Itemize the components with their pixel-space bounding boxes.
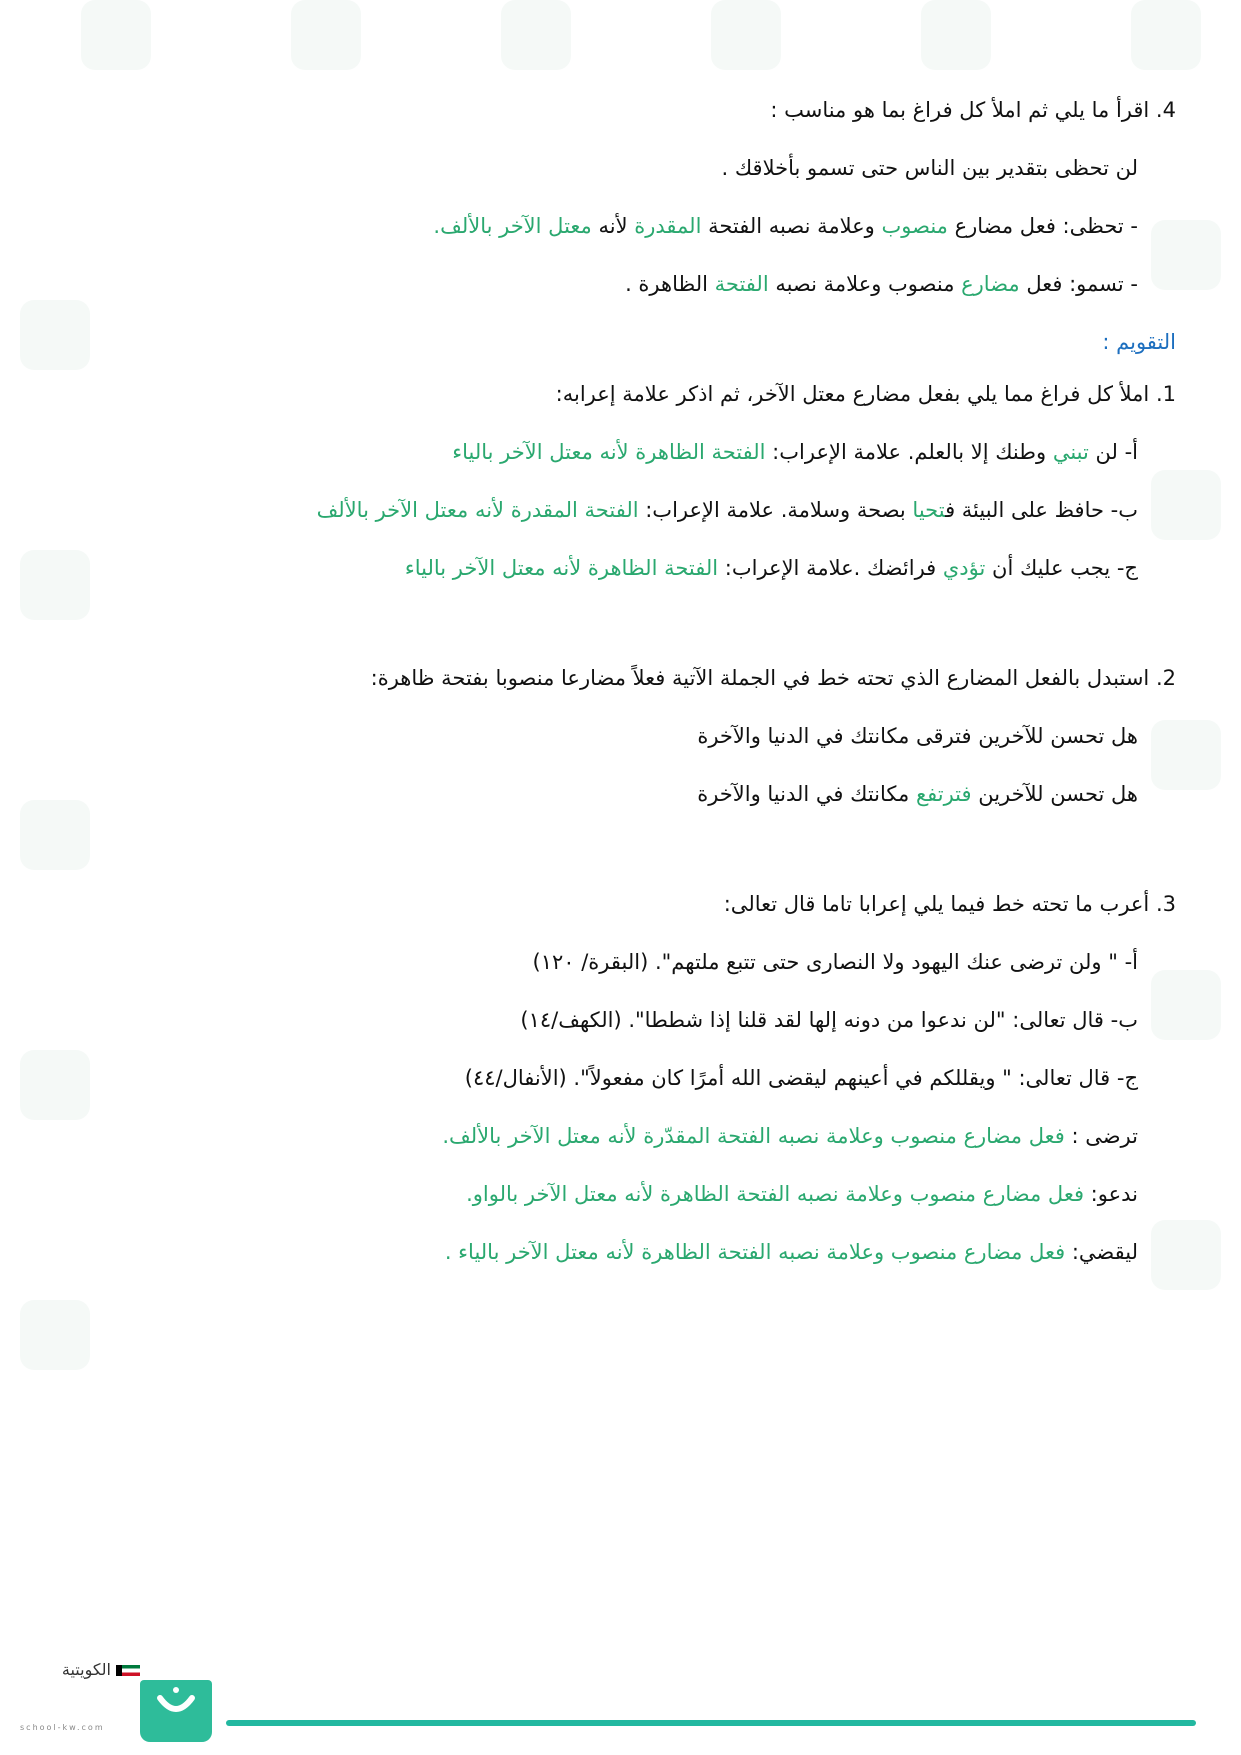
q3-item-a: أ- " ولن ترضى عنك اليهود ولا النصارى حتى تتبع ملتهم". (البقرة/ ١٢٠) bbox=[532, 950, 1138, 974]
q2-answer-sentence bbox=[76, 779, 1176, 809]
logo-text bbox=[20, 1660, 140, 1679]
q4-answer-line-1 bbox=[76, 211, 1176, 241]
answer-segment: معتل الآخر بالألف. bbox=[433, 214, 592, 238]
answer-segment: المقدرة bbox=[634, 214, 702, 238]
text-segment: - تحظى: فعل مضارع bbox=[947, 214, 1138, 238]
text-segment: لأنه bbox=[591, 214, 635, 238]
q3-item-b: ب- قال تعالى: "لن ندعوا من دونه إلها لقد قلنا إذا شططا". (الكهف/١٤) bbox=[520, 1008, 1138, 1032]
text-segment: وعلامة نصبه الفتحة bbox=[701, 214, 882, 238]
worksheet-content bbox=[76, 95, 1176, 1295]
q3-prompt: 3. أعرب ما تحته خط فيما يلي إعرابا تاما قال تعالى: bbox=[723, 892, 1176, 916]
answer-segment: تبني bbox=[1052, 440, 1089, 464]
answer-segment: فعل مضارع منصوب وعلامة نصبه الفتحة الظاهرة لأنه معتل الآخر بالياء . bbox=[444, 1240, 1066, 1264]
logo-label: الكويتية bbox=[61, 1660, 111, 1679]
q1-item-c bbox=[76, 553, 1176, 583]
kuwait-flag-icon bbox=[116, 1665, 140, 1676]
answer-segment: فعل مضارع منصوب وعلامة نصبه الفتحة المقدّرة لأنه معتل الآخر بالألف. bbox=[442, 1124, 1065, 1148]
answer-segment: فترتفع bbox=[915, 782, 972, 806]
text-segment: منصوب وعلامة نصبه bbox=[768, 272, 962, 296]
q2-original-sentence: هل تحسن للآخرين فترقى مكانتك في الدنيا والآخرة bbox=[697, 724, 1138, 748]
footer-divider bbox=[226, 1720, 1196, 1726]
answer-segment: فعل مضارع منصوب وعلامة نصبه الفتحة الظاهرة لأنه معتل الآخر بالواو. bbox=[466, 1182, 1084, 1206]
answer-segment: تؤدي bbox=[942, 556, 986, 580]
q4-sentence: لن تحظى بتقدير بين الناس حتى تسمو بأخلاقك . bbox=[721, 156, 1138, 180]
q1-prompt: 1. املأ كل فراغ مما يلي بفعل مضارع معتل الآخر، ثم اذكر علامة إعرابه: bbox=[555, 382, 1176, 406]
answer-segment: الفتحة المقدرة لأنه معتل الآخر بالألف bbox=[316, 498, 639, 522]
evaluation-title: التقويم : bbox=[1102, 330, 1176, 354]
q2-prompt: 2. استبدل بالفعل المضارع الذي تحته خط في الجملة الآتية فعلاً مضارعا منصوبا بفتحة ظاهرة: bbox=[370, 666, 1176, 690]
q3-item-c: ج- قال تعالى: " ويقللكم في أعينهم ليقضى الله أمرًا كان مفعولاً". (الأنفال/٤٤) bbox=[464, 1066, 1138, 1090]
answer-segment: الفتحة الظاهرة لأنه معتل الآخر بالياء bbox=[404, 556, 719, 580]
q1-item-a bbox=[76, 437, 1176, 467]
text-segment: بصحة وسلامة. علامة الإعراب: bbox=[638, 498, 913, 522]
text-segment: أ- لن bbox=[1088, 440, 1138, 464]
text-segment: - تسمو: فعل bbox=[1019, 272, 1138, 296]
logo-domain: school-kw.com bbox=[20, 1723, 105, 1732]
spacer bbox=[76, 611, 1176, 663]
logo-icon bbox=[140, 1680, 212, 1742]
answer-segment: منصوب bbox=[881, 214, 948, 238]
answer-segment: تحيا bbox=[912, 498, 946, 522]
answer-segment: مضارع bbox=[961, 272, 1020, 296]
answer-segment: الفتحة bbox=[714, 272, 769, 296]
q4-prompt: 4. اقرأ ما يلي ثم املأ كل فراغ بما هو مناسب : bbox=[770, 98, 1176, 122]
text-segment: وطنك إلا بالعلم. علامة الإعراب: bbox=[765, 440, 1053, 464]
text-segment: ترضى : bbox=[1064, 1124, 1138, 1148]
q3-answer-1 bbox=[76, 1121, 1176, 1151]
text-segment: ندعو: bbox=[1084, 1182, 1138, 1206]
text-segment: مكانتك في الدنيا والآخرة bbox=[697, 782, 916, 806]
page-footer bbox=[0, 1600, 1241, 1755]
text-segment: ج- يجب عليك أن bbox=[985, 556, 1138, 580]
q4-answer-line-2 bbox=[76, 269, 1176, 299]
text-segment: فرائضك .علامة الإعراب: bbox=[718, 556, 943, 580]
logo-mark-icon bbox=[140, 1680, 212, 1742]
q3-answer-2 bbox=[76, 1179, 1176, 1209]
text-segment: ليقضي: bbox=[1065, 1240, 1138, 1264]
text-segment: ب- حافظ على البيئة ف bbox=[945, 498, 1138, 522]
q3-answer-3 bbox=[76, 1237, 1176, 1267]
text-segment: الظاهرة . bbox=[625, 272, 715, 296]
q1-item-b bbox=[76, 495, 1176, 525]
answer-segment: الفتحة الظاهرة لأنه معتل الآخر بالياء bbox=[452, 440, 766, 464]
spacer bbox=[76, 837, 1176, 889]
text-segment: هل تحسن للآخرين bbox=[971, 782, 1138, 806]
